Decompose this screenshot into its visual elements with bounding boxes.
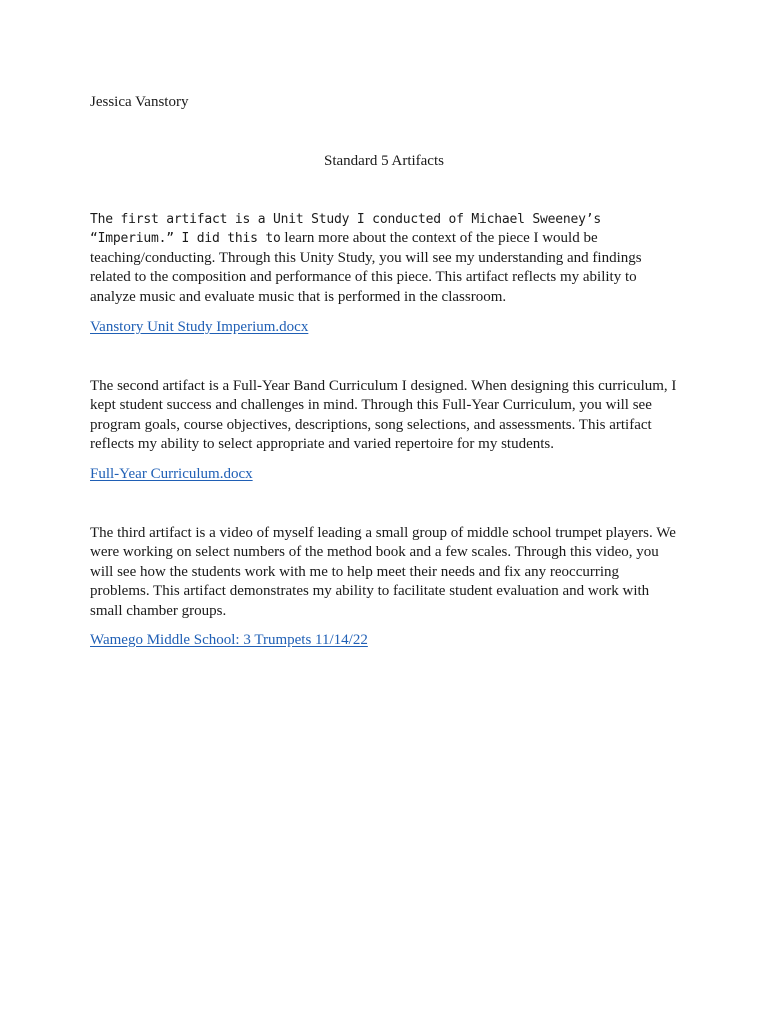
artifact-1-lead-text: The first artifact is a Unit Study I conducted of Michael Sweeney’s “Imperium.” I did this to <box>90 212 601 247</box>
author-name: Jessica Vanstory <box>90 94 189 110</box>
artifact-2-paragraph: The second artifact is a Full-Year Band Curriculum I designed. When designing this curriculum, I kept student success and challenges in mind. Through this Full-Year Curriculum, you will see program goals, course objectives, descriptions, song selections, and assessments. This artifact reflects my ability to select appropriate and varied repertoire for my students. <box>90 378 677 453</box>
artifact-1-body-text: learn more about the context of the piece I would be teaching/conducting. Through this Unity Study, you will see my understanding and findings related to the composition and performance of this piece. This artifact reflects my ability to analyze music and evaluate music that is performed in the classroom. <box>90 230 642 305</box>
artifact-3-paragraph: The third artifact is a video of myself leading a small group of middle school trumpet players. We were working on select numbers of the method book and a few scales. Through this video, you will see how the students work with me to help meet their needs and fix any reoccurring problems. This artifact demonstrates my ability to facilitate student evaluation and work with small chamber groups. <box>90 525 676 619</box>
document-title: Standard 5 Artifacts <box>324 153 444 169</box>
artifact-1-link[interactable]: Vanstory Unit Study Imperium.docx <box>90 319 309 335</box>
artifact-2-link[interactable]: Full-Year Curriculum.docx <box>90 466 253 482</box>
artifact-3-link[interactable]: Wamego Middle School: 3 Trumpets 11/14/22 <box>90 632 368 648</box>
artifact-1-paragraph <box>90 210 680 307</box>
